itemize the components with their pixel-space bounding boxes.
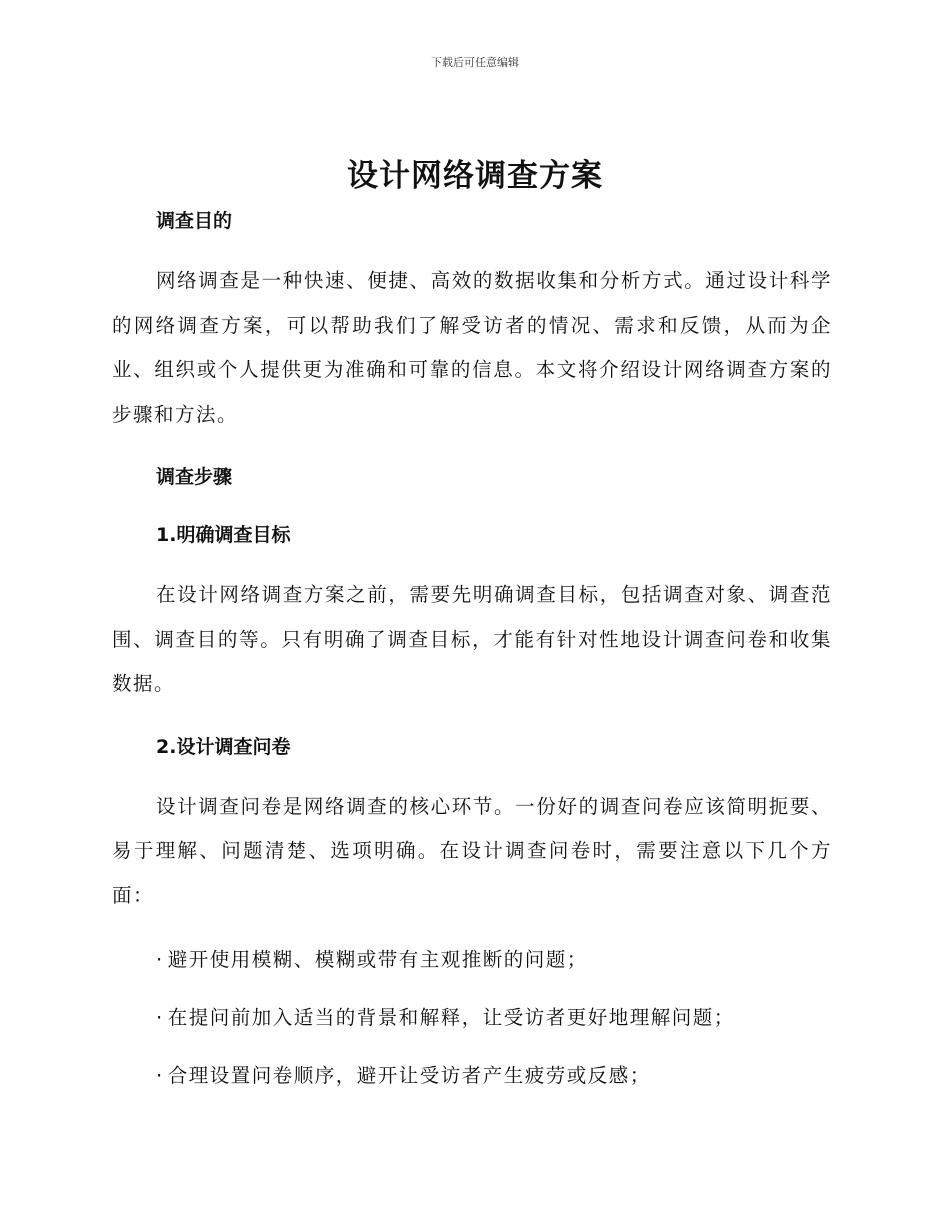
bullet-mark: · [156, 1064, 164, 1087]
paragraph-step1: 在设计网络调查方案之前，需要先明确调查目标，包括调查对象、调查范围、调查目的等。只有明确了调查目标，才能有针对性地设计调查问卷和收集数据。 [112, 583, 832, 695]
bullet-mark: · [156, 1006, 164, 1029]
step2-heading: 2.设计调查问卷 [156, 735, 291, 758]
paragraph-step2: 设计调查问卷是网络调查的核心环节。一份好的调查问卷应该简明扼要、易于理解、问题清楚、选项明确。在设计调查问卷时，需要注意以下几个方面： [112, 794, 832, 907]
step1-heading: 1.明确调查目标 [156, 524, 291, 546]
bullet-item [112, 1060, 832, 1092]
bullet-item [112, 1002, 832, 1034]
bullet-text: 合理设置问卷顺序，避开让受访者产生疲劳或反感； [167, 1064, 651, 1087]
document-body [112, 205, 832, 1092]
header-note: 下载后可任意编辑 [431, 56, 519, 69]
document-title: 设计网络调查方案 [347, 158, 603, 194]
bullet-mark: · [156, 948, 164, 971]
section-heading-steps: 调查步骤 [156, 466, 233, 488]
bullet-text: 避开使用模糊、模糊或带有主观推断的问题； [167, 948, 588, 971]
paragraph-purpose: 网络调查是一种快速、便捷、高效的数据收集和分析方式。通过设计科学的网络调查方案，可以帮助我们了解受访者的情况、需求和反馈，从而为企业、组织或个人提供更为准确和可靠的信息。本文将介绍设计网络调查方案的步骤和方法。 [112, 269, 832, 426]
section-heading-purpose: 调查目的 [156, 210, 233, 232]
bullet-text: 在提问前加入适当的背景和解释，让受访者更好地理解问题； [167, 1006, 735, 1029]
bullet-item [112, 944, 832, 976]
